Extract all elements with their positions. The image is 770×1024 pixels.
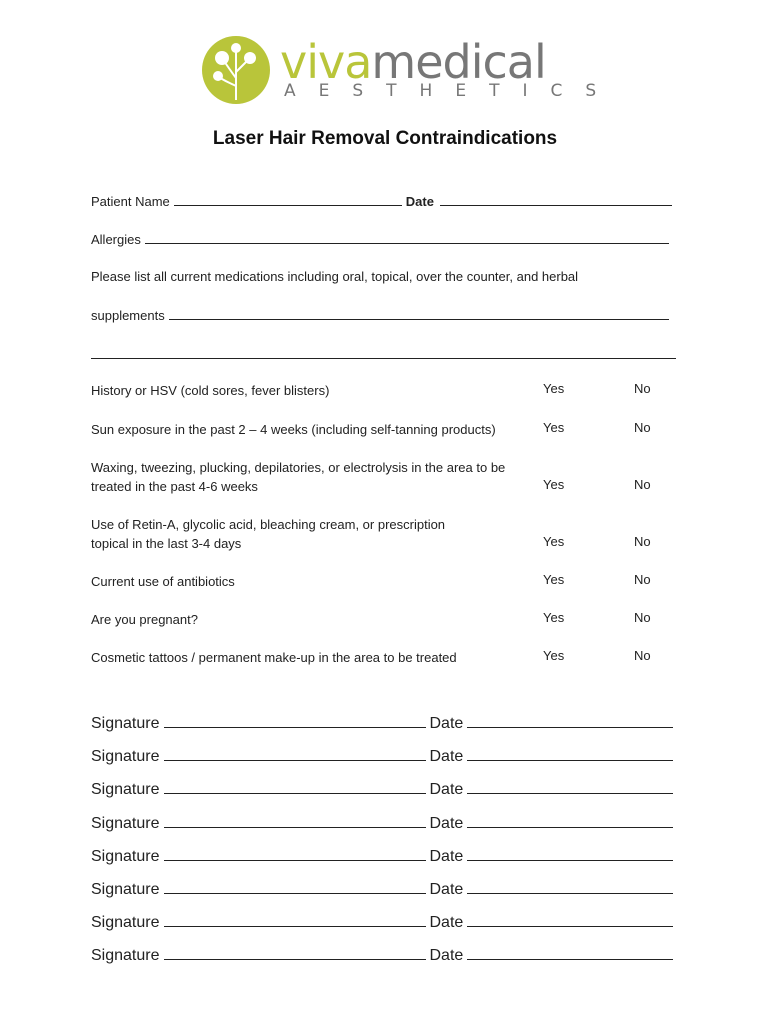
signature-row — [91, 746, 677, 766]
logo — [200, 34, 620, 114]
date-field[interactable] — [467, 779, 673, 794]
yes-option[interactable]: Yes — [543, 572, 565, 587]
date-label: Date — [405, 194, 434, 209]
signature-field[interactable] — [164, 846, 426, 861]
medications-extra-field[interactable] — [91, 346, 676, 359]
signature-label: Signature — [91, 848, 160, 865]
question-hsv: History or HSV (cold sores, fever blisters) — [91, 383, 330, 398]
yes-option[interactable]: Yes — [543, 648, 565, 663]
question-antibiotics: Current use of antibiotics — [91, 574, 235, 589]
date-label: Date — [429, 881, 464, 898]
signature-label: Signature — [91, 781, 160, 798]
signature-field[interactable] — [164, 912, 426, 927]
no-option[interactable]: No — [634, 648, 651, 663]
no-option[interactable]: No — [634, 610, 651, 625]
date-label: Date — [429, 815, 464, 832]
signature-field[interactable] — [164, 879, 426, 894]
date-label: Date — [429, 781, 464, 798]
yes-option[interactable]: Yes — [543, 420, 565, 435]
patient-name-field[interactable] — [174, 193, 402, 206]
question-sun-exposure: Sun exposure in the past 2 – 4 weeks (including self-tanning products) — [91, 422, 496, 437]
supplements-label: supplements — [91, 308, 165, 323]
date-label: Date — [429, 914, 464, 931]
no-option[interactable]: No — [634, 477, 651, 492]
allergies-label: Allergies — [91, 232, 141, 247]
supplements-field[interactable] — [169, 307, 669, 320]
no-option[interactable]: No — [634, 420, 651, 435]
question-tattoos: Cosmetic tattoos / permanent make-up in the area to be treated — [91, 650, 457, 665]
signature-field[interactable] — [164, 779, 426, 794]
date-field[interactable] — [467, 846, 673, 861]
date-label: Date — [429, 748, 464, 765]
date-field[interactable] — [467, 945, 673, 960]
yes-option[interactable]: Yes — [543, 534, 565, 549]
signature-row — [91, 912, 677, 932]
signature-field[interactable] — [164, 713, 426, 728]
signature-row — [91, 846, 677, 866]
question-waxing: Waxing, tweezing, plucking, depilatories, or electrolysis in the area to be treated in the past 4-6 weeks — [91, 460, 506, 494]
logo-mark-icon — [200, 34, 272, 106]
signature-label: Signature — [91, 748, 160, 765]
page-title: Laser Hair Removal Contraindications — [212, 128, 558, 149]
signature-row — [91, 779, 677, 799]
date-label: Date — [429, 715, 464, 732]
no-option[interactable]: No — [634, 534, 651, 549]
date-label: Date — [429, 947, 464, 964]
date-field[interactable] — [467, 879, 673, 894]
patient-name-row — [91, 193, 676, 209]
medications-prompt: Please list all current medications including oral, topical, over the counter, and herbal — [91, 269, 579, 284]
patient-name-label: Patient Name — [91, 194, 170, 209]
yes-option[interactable]: Yes — [543, 477, 565, 492]
medications-extra-line[interactable] — [91, 346, 676, 362]
question-retin-a: Use of Retin-A, glycolic acid, bleaching cream, or prescription topical in the last 3-4 days — [91, 517, 446, 551]
signature-field[interactable] — [164, 945, 426, 960]
date-field[interactable] — [440, 193, 672, 206]
signature-label: Signature — [91, 914, 160, 931]
date-field[interactable] — [467, 912, 673, 927]
signature-row — [91, 713, 677, 733]
supplements-row — [91, 307, 673, 323]
date-label: Date — [429, 848, 464, 865]
signature-label: Signature — [91, 815, 160, 832]
date-field[interactable] — [467, 746, 673, 761]
yes-option[interactable]: Yes — [543, 381, 565, 396]
no-option[interactable]: No — [634, 381, 651, 396]
yes-option[interactable]: Yes — [543, 610, 565, 625]
logo-wordmark: vivamedical — [280, 35, 546, 89]
no-option[interactable]: No — [634, 572, 651, 587]
signature-field[interactable] — [164, 813, 426, 828]
signature-row — [91, 879, 677, 899]
signature-label: Signature — [91, 715, 160, 732]
question-pregnant: Are you pregnant? — [91, 612, 198, 627]
allergies-field[interactable] — [145, 231, 669, 244]
signature-label: Signature — [91, 947, 160, 964]
logo-subtitle: AESTHETICS — [284, 81, 620, 101]
signature-row — [91, 945, 677, 965]
signature-label: Signature — [91, 881, 160, 898]
date-field[interactable] — [467, 813, 673, 828]
date-field[interactable] — [467, 713, 673, 728]
signature-row — [91, 813, 677, 833]
signature-field[interactable] — [164, 746, 426, 761]
allergies-row — [91, 231, 673, 247]
